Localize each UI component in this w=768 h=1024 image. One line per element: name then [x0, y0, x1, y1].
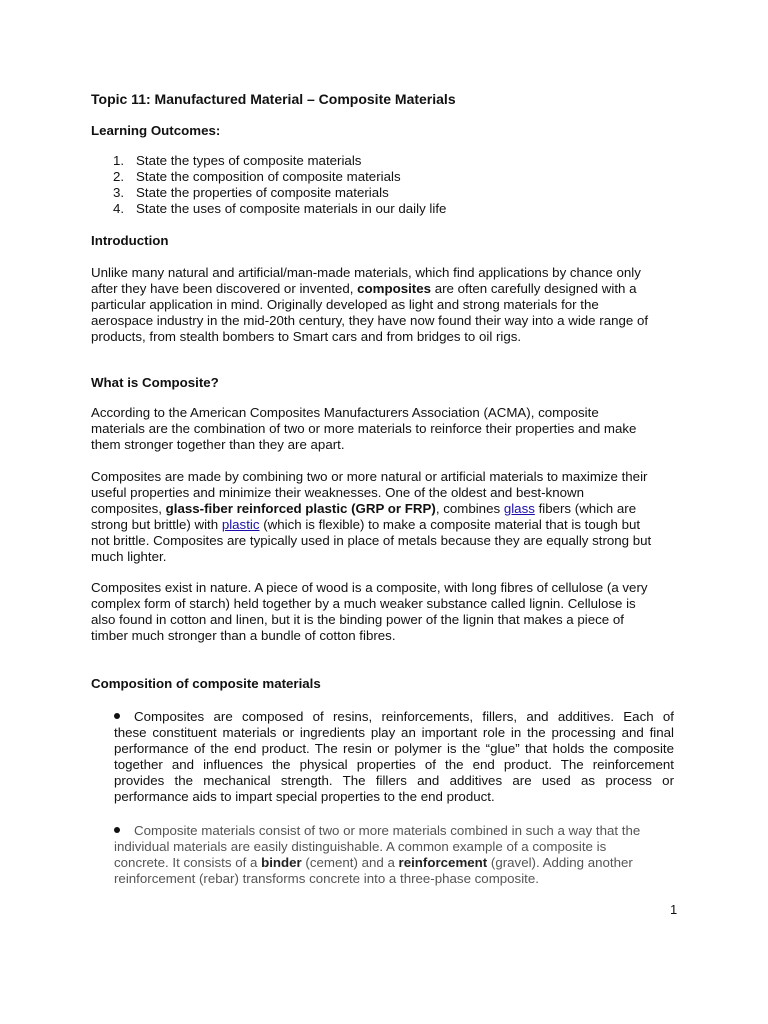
- page-title: Topic 11: Manufactured Material – Composite Materials: [91, 91, 456, 107]
- text-line: also found in cotton and linen, but it is the binding power of the lignin that makes a piece of: [91, 612, 624, 627]
- what-is-paragraph-2: [91, 469, 676, 565]
- text-span: fibers (which are: [534, 501, 637, 516]
- text-line: products, from stealth bombers to Smart cars and from bridges to oil rigs.: [91, 329, 522, 344]
- what-is-paragraph-3: [91, 580, 676, 644]
- bold-term: binder: [261, 855, 302, 870]
- what-is-composite-heading: What is Composite?: [91, 375, 219, 390]
- composition-bullet-1: [114, 709, 674, 805]
- list-number: 2.: [113, 169, 125, 184]
- text-span: (cement) and a: [301, 855, 399, 870]
- list-item-text: State the uses of composite materials in our daily life: [136, 201, 447, 216]
- list-item: [91, 201, 446, 217]
- text-line: [91, 501, 676, 517]
- bold-term: composites: [357, 281, 432, 296]
- text-span: (which is flexible) to make a composite material that is tough but: [259, 517, 641, 532]
- text-span: concrete. It consists of a: [114, 855, 262, 870]
- text-span: composites,: [91, 501, 166, 516]
- text-span: strong but brittle) with: [91, 517, 222, 532]
- composition-bullet-2: [114, 823, 674, 887]
- text-line: [114, 709, 674, 725]
- bullet-icon: [114, 713, 120, 719]
- text-line: much lighter.: [91, 549, 167, 564]
- list-number: 3.: [113, 185, 125, 200]
- text-line: [91, 517, 676, 533]
- text-line: together and influences the physical properties of the end product. The reinforcement: [114, 757, 674, 772]
- list-item: [91, 185, 446, 201]
- list-item-text: State the properties of composite materials: [136, 185, 389, 200]
- bold-term: reinforcement: [398, 855, 488, 870]
- plastic-link[interactable]: plastic: [221, 517, 260, 532]
- text-line: timber much stronger than a bundle of cotton fibres.: [91, 628, 396, 643]
- text-line: Unlike many natural and artificial/man-made materials, which find applications by chance only: [91, 265, 641, 280]
- text-line: [91, 281, 676, 297]
- text-line: provides the mechanical strength. The fillers and additives are used as process or: [114, 773, 674, 788]
- list-item-text: State the types of composite materials: [136, 153, 362, 168]
- list-item: [91, 153, 446, 169]
- text-line: these constituent materials or ingredients play an important role in the processing and final: [114, 725, 674, 740]
- introduction-heading: Introduction: [91, 233, 169, 248]
- bold-term: glass-fiber reinforced plastic (GRP or FRP): [165, 501, 436, 516]
- text-line: not brittle. Composites are typically used in place of metals because they are equally strong but: [91, 533, 652, 548]
- text-line: them stronger together than they are apart.: [91, 437, 345, 452]
- text-line: [114, 823, 674, 839]
- text-line: [114, 855, 674, 871]
- text-span: after they have been discovered or invented,: [91, 281, 358, 296]
- list-item: [91, 169, 446, 185]
- text-line: Composites are made by combining two or more natural or artificial materials to maximize their: [91, 469, 648, 484]
- text-line: complex form of starch) held together by a much weaker substance called lignin. Cellulose is: [91, 596, 636, 611]
- text-line: Composites exist in nature. A piece of wood is a composite, with long fibres of cellulose (a very: [91, 580, 648, 595]
- composition-heading: Composition of composite materials: [91, 676, 321, 691]
- text-line: aerospace industry in the mid-20th century, they have now found their way into a wide range of: [91, 313, 649, 328]
- introduction-paragraph: [91, 265, 676, 345]
- text-line: According to the American Composites Manufacturers Association (ACMA), composite: [91, 405, 599, 420]
- list-item-text: State the composition of composite materials: [136, 169, 401, 184]
- text-span: (gravel). Adding another: [487, 855, 633, 870]
- text-line: materials are the combination of two or more materials to reinforce their properties and make: [91, 421, 637, 436]
- learning-outcomes-list: [91, 153, 446, 217]
- text-line: performance aids to impart special properties to the end product.: [114, 789, 495, 804]
- text-span: are often carefully designed with a: [431, 281, 637, 296]
- text-line: performance of the end product. The resin or polymer is the “glue” that holds the composite: [114, 741, 674, 756]
- what-is-paragraph-1: [91, 405, 676, 453]
- text-line: useful properties and minimize their weaknesses. One of the oldest and best-known: [91, 485, 584, 500]
- text-line: reinforcement (rebar) transforms concrete into a three-phase composite.: [114, 871, 539, 886]
- text-line: individual materials are easily distinguishable. A common example of a composite is: [114, 839, 607, 854]
- text-span: Composites are composed of resins, reinforcements, fillers, and additives. Each of: [134, 709, 674, 724]
- text-span: Composite materials consist of two or more materials combined in such a way that the: [134, 823, 641, 838]
- glass-link[interactable]: glass: [503, 501, 535, 516]
- text-span: , combines: [435, 501, 504, 516]
- learning-outcomes-heading: Learning Outcomes:: [91, 123, 221, 138]
- page-number: 1: [670, 902, 678, 917]
- list-number: 1.: [113, 153, 125, 168]
- text-line: particular application in mind. Originally developed as light and strong materials for the: [91, 297, 599, 312]
- list-number: 4.: [113, 201, 125, 216]
- bullet-icon: [114, 827, 120, 833]
